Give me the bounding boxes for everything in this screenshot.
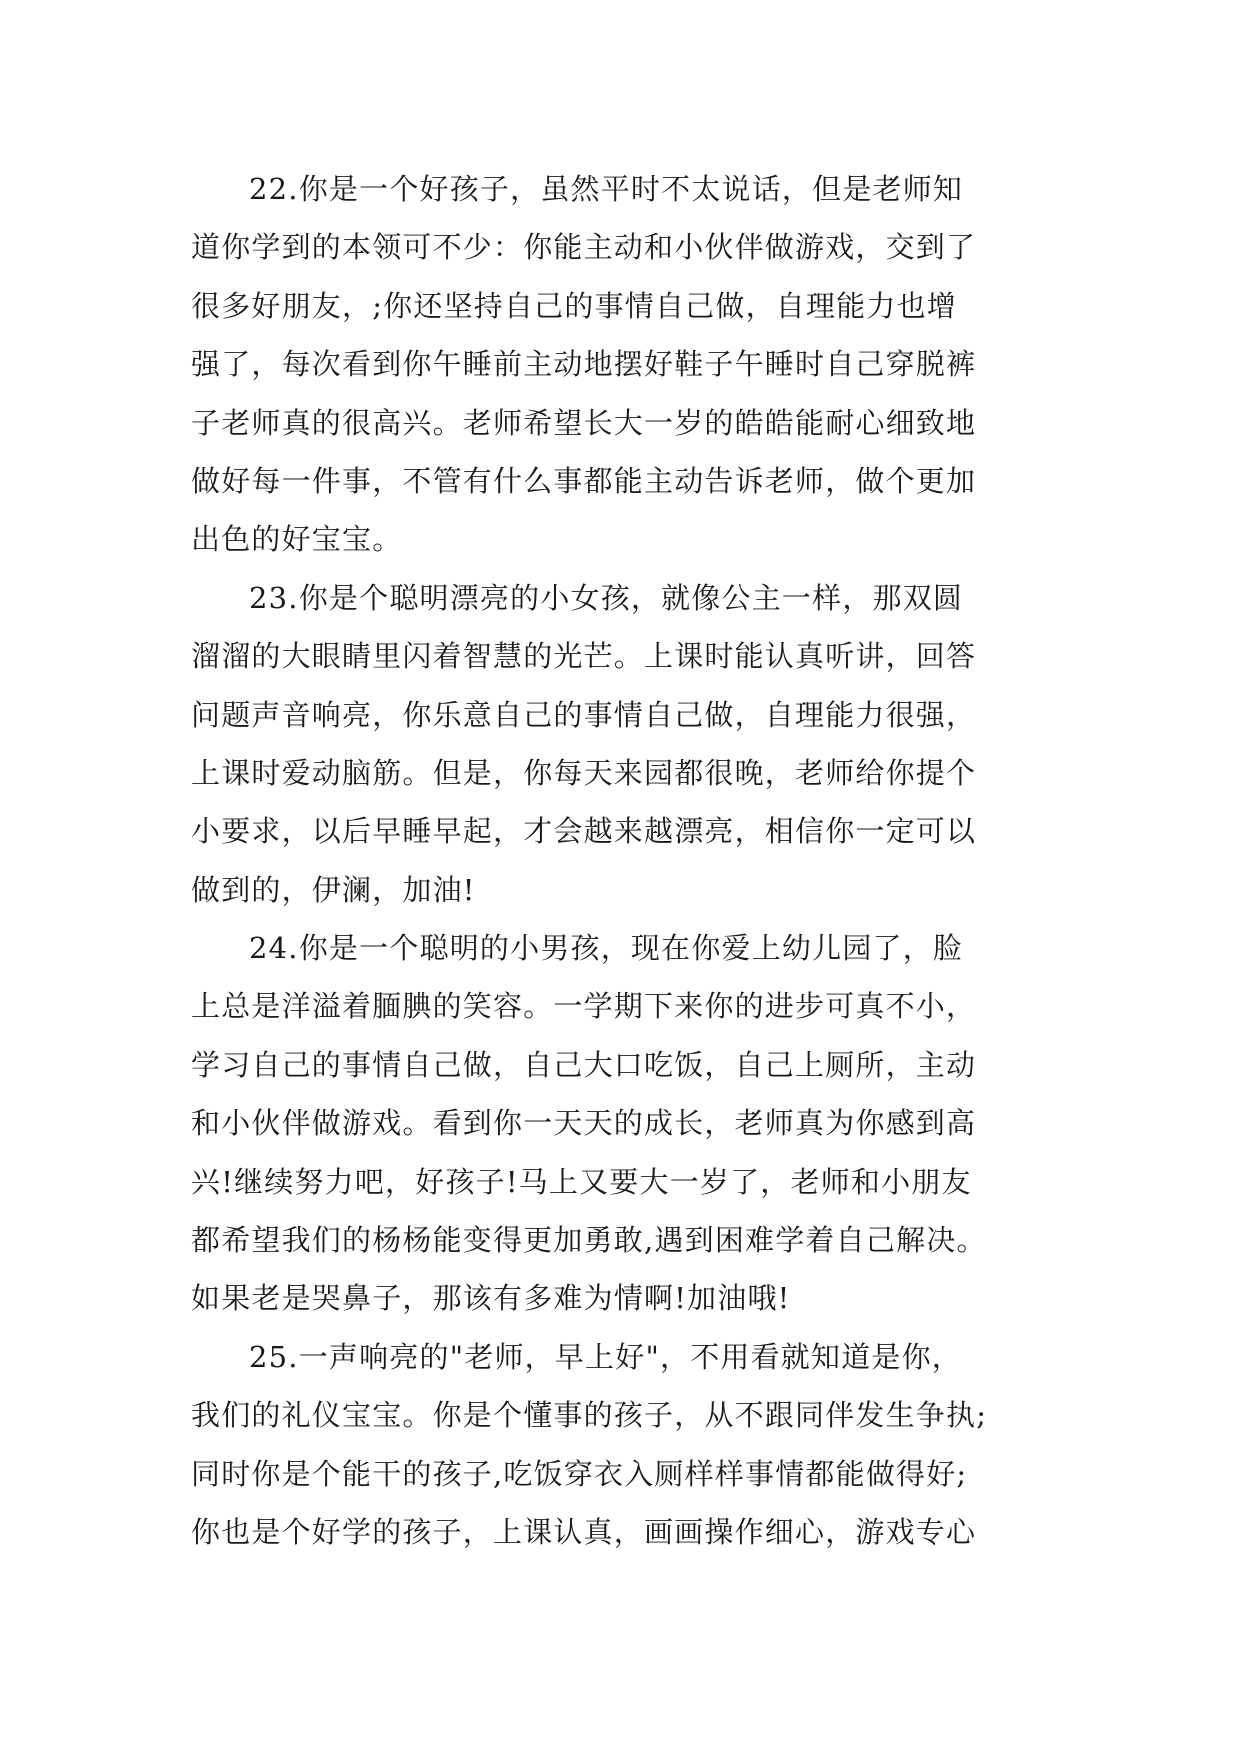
paragraph-line: 做好每一件事，不管有什么事都能主动告诉老师，做个更加: [191, 463, 977, 498]
paragraph-line: 如果老是哭鼻子，那该有多难为情啊!加油哦!: [191, 1281, 791, 1316]
paragraph-line: 做到的，伊澜，加油!: [191, 872, 476, 907]
paragraph-first-line: 24.你是一个聪明的小男孩，现在你爱上幼儿园了，脸: [249, 931, 964, 966]
paragraph-first-line: 25.一声响亮的"老师，早上好"，不用看就知道是你，: [249, 1339, 962, 1374]
paragraph-line: 问题声音响亮，你乐意自己的事情自己做，自理能力很强，: [191, 697, 977, 732]
paragraph-line: 道你学到的本领可不少：你能主动和小伙伴做游戏，交到了: [191, 230, 977, 265]
paragraph-first-line: 22.你是一个好孩子，虽然平时不太说话，但是老师知: [249, 172, 964, 206]
paragraph-line: 上课时爱动脑筋。但是，你每天来园都很晚，老师给你提个: [191, 755, 977, 790]
paragraph-line: 和小伙伴做游戏。看到你一天天的成长，老师真为你感到高: [191, 1106, 977, 1141]
paragraph-first-line: 23.你是个聪明漂亮的小女孩，就像公主一样，那双圆: [249, 580, 964, 615]
paragraph-line: 学习自己的事情自己做，自己大口吃饭，自己上厕所，主动: [191, 1047, 977, 1082]
paragraph-line: 兴!继续努力吧，好孩子!马上又要大一岁了，老师和小朋友: [191, 1164, 972, 1199]
paragraph-line: 上总是洋溢着腼腆的笑容。一学期下来你的进步可真不小，: [191, 989, 977, 1024]
paragraph-line: 同时你是个能干的孩子,吃饭穿衣入厕样样事情都能做得好;: [191, 1456, 968, 1491]
paragraph-line: 很多好朋友，;你还坚持自己的事情自己做，自理能力也增: [191, 288, 957, 323]
paragraph-line: 小要求，以后早睡早起，才会越来越漂亮，相信你一定可以: [191, 814, 977, 849]
paragraph-line: 你也是个好学的孩子，上课认真，画画操作细心，游戏专心: [191, 1514, 977, 1549]
paragraph-line: 溜溜的大眼睛里闪着智慧的光芒。上课时能认真听讲，回答: [191, 639, 977, 674]
document-body: [191, 160, 1081, 1561]
paragraph-line: 出色的好宝宝。: [191, 522, 403, 557]
paragraph-line: 强了，每次看到你午睡前主动地摆好鞋子午睡时自己穿脱裤: [191, 347, 977, 382]
paragraph-line: 都希望我们的杨杨能变得更加勇敢,遇到困难学着自己解决。: [191, 1223, 987, 1258]
paragraph-line: 我们的礼仪宝宝。你是个懂事的孩子，从不跟同伴发生争执;: [191, 1398, 988, 1433]
paragraph-line: 子老师真的很高兴。老师希望长大一岁的皓皓能耐心细致地: [191, 405, 977, 440]
